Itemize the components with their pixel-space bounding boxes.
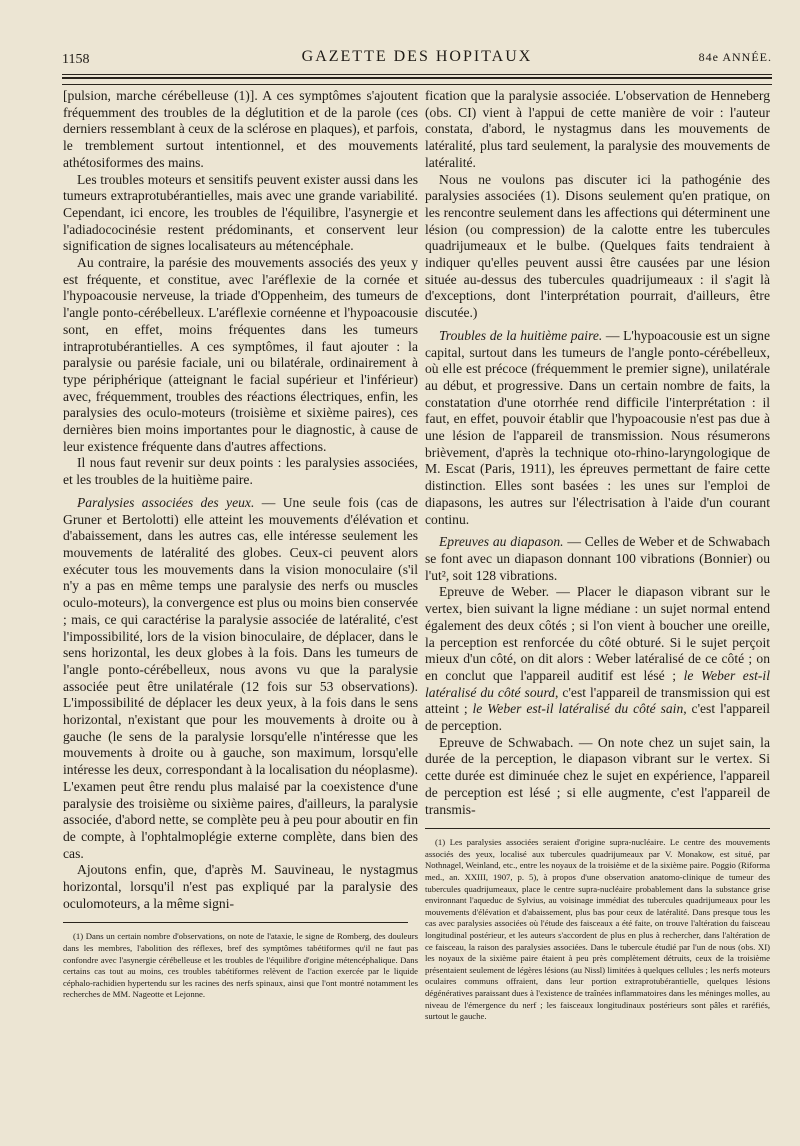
section-heading: Paralysies associées des yeux. — [77, 494, 255, 510]
paragraph-text: — L'hypoacousie est un signe capital, surtout dans les tumeurs de l'angle ponto-cérébelleux, où elle est précoce (fréquemment le premier signe), unilatérale au début, et progressive. Dans un certain nombre de faits, la constatation d'une otorrhée rend difficile l'interprétation : il faut, en effet, pouvoir établir que l'hypoacousie n'est pas due à une lésion de l'appareil de transmission. Nous résumerons brièvement, d'après la technique oto-rhino-laryngologique de M. Escat (Paris, 1911), les épreuves permettant de faire cette distinction. Elles sont basées : les unes sur l'emploi de diapasons, les autres sur l'électrisation à l'aide d'un courant continu. — [425, 327, 770, 527]
italic-text: le Weber est-il latéralisé du côté sain — [472, 701, 684, 717]
section-heading: Epreuves au diapason. — [439, 534, 564, 550]
right-column — [425, 88, 770, 1023]
paragraph: Ajoutons enfin, que, d'après M. Sauvineau, le nystagmus horizontal, lorsqu'il n'est pas expliqué par la paralysie des oculomoteurs, a la même signi- — [63, 862, 418, 911]
paragraph-text: , c'est l'appareil de transmission qui est atteint ; — [425, 684, 770, 717]
left-main-text — [63, 88, 418, 912]
section-paragraph — [425, 328, 770, 528]
paragraph-text: Epreuve de Weber. — Placer le diapason vibrant sur le vertex, bien suivant la ligne médiane : un sujet normal entend également des deux côtés ; si l'on vient à boucher une oreille, la perception est renforcée du côté obturé. Si le sujet perçoit mieux d'un côté, on dit alors : Weber latéralisé de ce côté ; on en conclut que l'appareil auditif est lésé ; — [425, 584, 770, 683]
footnote: (1) Les paralysies associées seraient d'origine supra-nucléaire. Le centre des mouvements associés des yeux, localisé aux tubercules quadrijumeaux par V. Monakow, est situé, par Nothnagel, Weinland, etc., entre les noyaux de la troisième et de la sixième paire. Poggio (Riforma med., an. XXIII, 1907, p. 5), à propos d'une observation anatomo-clinique de tumeur des tubercules quadrijumeaux, place le centre supra-nucléaire probablement dans la substance grise environnant l'aqueduc de Sylvius, au voisinage immédiat des tubercules quadrijumeaux pour les mouvements d'élévation et d'abaissement, plus bas pour ceux de latéralité. Dans presque tous les cas avec paralysies associées où l'étude des faisceaux a été faite, on trouve l'altération du faisceau longitudinal postérieur, et les auteurs s'accordent de plus en plus à rechercher, dans l'altération de ce faisceau, la raison des paralysies associées. Dans le tubercule étudié par l'un de nous (obs. XI) les noyaux de la sixième paire étaient à peu près complètement détruits, ceux de la troisième présentaient seulement de légères lésions (au Nissl) limitées à quelques cellules ; les nerfs moteurs oculaires communs offraient, dans leur portion extraprotubérantielle, quelques lésions dégénératives paraissant dues à l'existence de traînées inflammatoires dans les méninges molles, au niveau de l'émergence du nerf ; les faisceaux longitudinaux postérieurs sont pâles et raréfiés, surtout le gauche. — [425, 837, 770, 1022]
paragraph: Au contraire, la parésie des mouvements associés des yeux y est fréquente, et constitue, avec l'aréflexie de la cornée et l'hypoacousie nerveuse, la triade d'Oppenheim, des tumeurs de l'angle ponto-cérébelleux. L'aréflexie cornéenne et l'hypoacousie sont, en effet, moins fréquentes dans les tumeurs intraprotubérantielles. A ces symptômes, il faut ajouter : la paralysie ou parésie faciale, uni ou bilatérale, ordinairement à type périphérique (atteignant le facial supérieur et l'inférieur) avec, fréquemment, troubles des réactions électriques, enfin, les paralysies des oculo-moteurs (troisième et sixième paires), ces dernières bien moins importantes pour le diagnostic, à cause de leur existence fréquente dans d'autres affections. — [63, 255, 418, 454]
paragraph: Epreuve de Schwabach. — On note chez un sujet sain, la durée de la perception, le diapason vibrant sur le vertex. Si cette durée est diminuée chez le sujet en expérience, l'appareil de perception est lésé ; si elle augmente, c'est l'appareil de transmis- — [425, 734, 770, 817]
paragraph: [pulsion, marche cérébelleuse (1)]. A ces symptômes s'ajoutent fréquemment des troubles de la déglutition et de la parole (ces derniers ressemblant à ceux de la sclérose en plaques), et parfois, le tremblement surtout intentionnel, et des mouvements athétosiformes des mains. — [63, 88, 418, 170]
section-paragraph — [425, 534, 770, 584]
left-footnotes — [63, 931, 418, 1001]
paragraph: Les troubles moteurs et sensitifs peuvent exister aussi dans les tumeurs extraprotubérantielles, mais avec une grande variabilité. Cependant, ici encore, les troubles de l'équilibre, l'asynergie et l'adiadococinésie restent prédominants, et conservent leur signification de signes localisateurs au métencéphale. — [63, 171, 418, 254]
section-paragraph — [63, 495, 418, 862]
right-footnotes — [425, 837, 770, 1023]
page-header — [62, 46, 772, 70]
page-number: 1158 — [62, 52, 90, 67]
paragraph-text: , c'est l'appareil de perception. — [425, 701, 771, 734]
header-rule-top — [62, 74, 772, 75]
paragraph-text: — Celles de Weber et de Schwabach se font avec un diapason donnant 100 vibrations (Bonnier) ou l'ut², soit 128 vibrations. — [425, 534, 770, 583]
paragraph: Il nous faut revenir sur deux points : les paralysies associées, et les troubles de la huitième paire. — [63, 455, 418, 488]
year-label: 84e ANNÉE. — [698, 50, 772, 64]
paragraph-text: — Une seule fois (cas de Gruner et Bertolotti) elle atteint les mouvements d'élévation et d'abaissement, dans les autres cas, elle intéresse seulement les mouvements de latéralité des globes. Ceux-ci peuvent alors exécuter tous les mouvements dans la vision monoculaire (s'il n'y a pas en même temps une paralysie des nerfs ou muscles oculo-moteurs), la convergence est plus ou moins bien conservée ; mais, ce qui caractérise la paralysie associée de latéralité, c'est l'impossibilité, lors de la vision binoculaire, de déplacer, dans le sens horizontal, les deux globes à la fois. Dans les tumeurs de l'angle ponto-cérébelleux, nous avons vu que la paralysie associée peut être unilatérale (12 fois sur 53 observations). L'impossibilité de déplacer les deux yeux, à la fois dans le sens horizontal, n'existant que pour les mouvements à droite ou à gauche (le sens de la paralysie lorsqu'elle n'intéresse que les mouvements à droite ou à gauche, son maximum, lorsqu'elle intéresse les deux, correspondant à la localisation du néoplasme). L'examen peut être rendu plus malaisé par la coexistence d'une paralysie des troisième ou sixième paires, d'ailleurs, la paralysie associée, d'abord nette, se complète peu à peu pour aboutir en fin de compte, à l'ophtalmoplégie externe complète, dans bien des cas. — [63, 494, 419, 861]
section-heading: Troubles de la huitième paire. — [439, 327, 603, 343]
left-column — [63, 88, 418, 1001]
italic-text: le Weber est-il latéralisé du côté sourd — [425, 667, 770, 700]
header-rule-thick — [62, 77, 772, 79]
right-main-text — [425, 88, 770, 818]
footnote-rule — [425, 828, 770, 829]
paragraph — [425, 584, 770, 734]
paragraph: Nous ne voulons pas discuter ici la pathogénie des paralysies associées (1). Disons seulement qu'en pratique, on les rencontre seulement dans les affections qui déterminent une lésion (ou compression) de la calotte entre les tubercules quadrijumeaux et le bulbe. (Quelques faits tendraient à indiquer qu'elles peuvent aussi être causées par une lésion située au-dessus des tubercules quadrijumeaux : il s'agit là d'exceptions, dont l'interprétation pourrait, d'ailleurs, être discutée.) — [425, 171, 770, 321]
header-rule-bottom — [62, 84, 772, 85]
footnote: (1) Dans un certain nombre d'observations, on note de l'ataxie, le signe de Romberg, des douleurs dans les membres, l'abolition des réflexes, bref des symptômes tabétiformes qu'il ne faut pas confondre avec l'asynergie cérébelleuse et les troubles de l'équilibre d'origine métencéphalique. Dans certains cas tout au moins, ces troubles tabétiformes relèvent de l'action exercée par le liquide céphalo-rachidien hypertendu sur les racines des nerfs spinaux, ainsi que l'ont montré notamment les recherches de MM. Nageotte et Lejonne. — [63, 931, 418, 1000]
footnote-rule — [63, 922, 408, 923]
journal-title: GAZETTE DES HOPITAUX — [301, 48, 533, 65]
paragraph: fication que la paralysie associée. L'observation de Henneberg (obs. CI) vient à l'appui de cette manière de voir : l'auteur constata, d'abord, le nystagmus dans les mouvements de latéralité, plus tard seulement, la paralysie des mouvements de latéralité. — [425, 88, 770, 170]
